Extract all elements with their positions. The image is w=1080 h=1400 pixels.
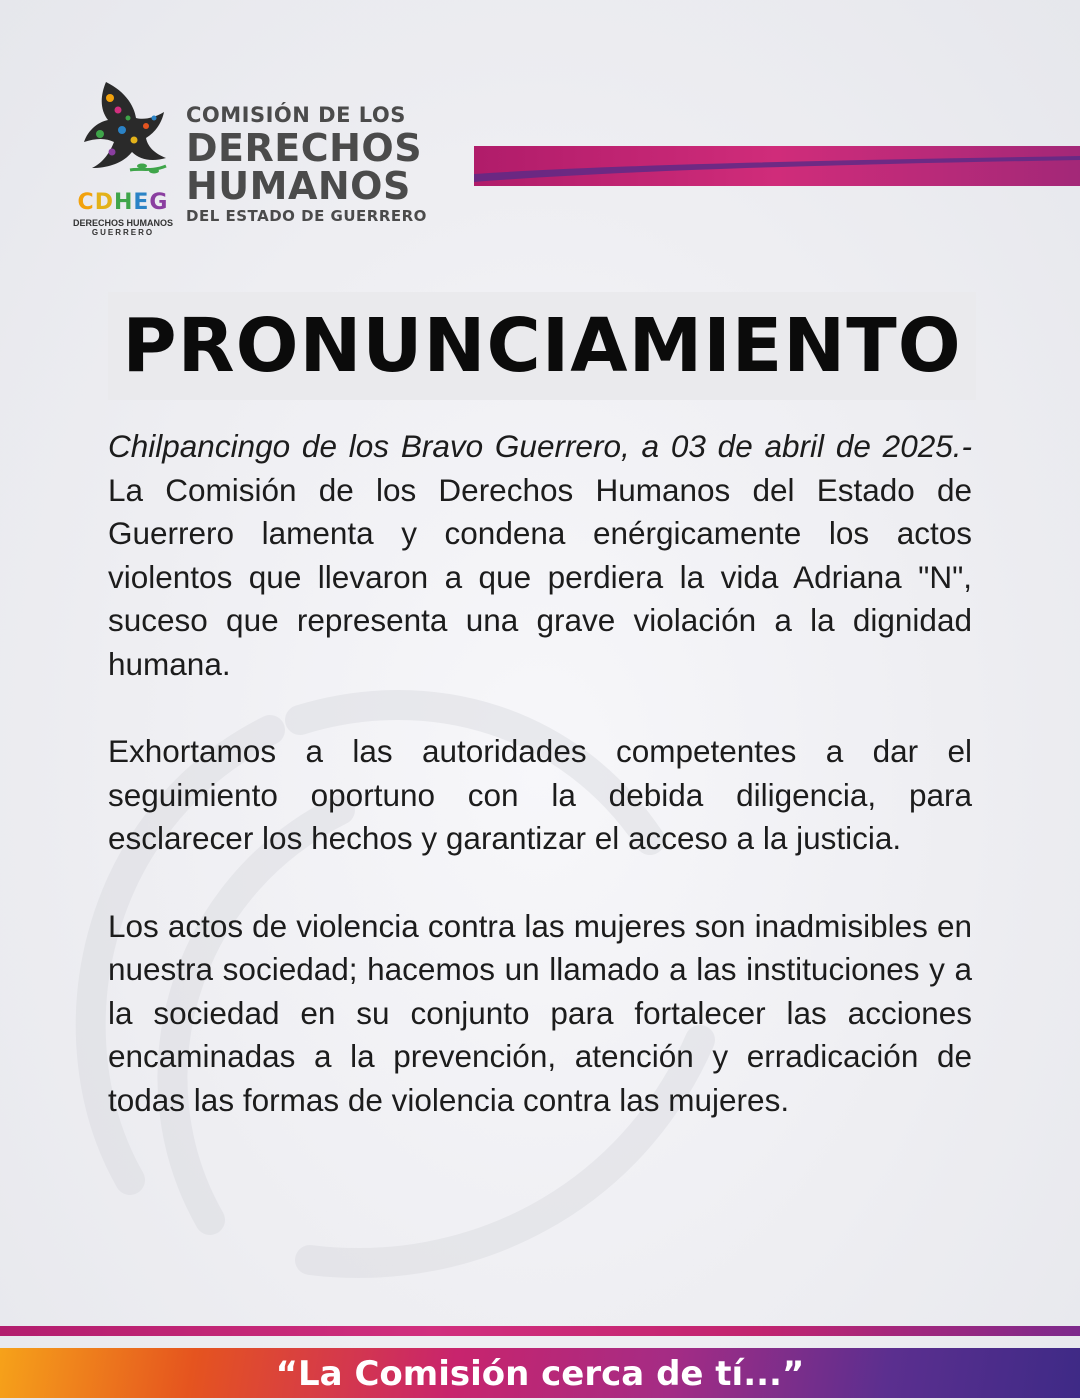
org-name-line4: DEL ESTADO DE GUERRERO: [186, 207, 427, 225]
footer-slogan: “La Comisión cerca de tí...”: [275, 1354, 805, 1394]
paragraph-2: Exhortamos a las autoridades competentes a dar el seguimiento oportuno con la debida diligencia, para esclarecer los hechos y garantizar el acceso a la justicia.: [108, 733, 972, 857]
header-accent-bar: [474, 146, 1080, 186]
mark-letter: G: [149, 190, 169, 215]
small-org-line2: GUERRERO: [91, 228, 155, 237]
small-org-name: [66, 219, 180, 237]
place-date-lead: Chilpancingo de los Bravo Guerrero, a 03 de abril de 2025.-: [108, 428, 972, 464]
small-org-line1: DERECHOS HUMANOS: [72, 218, 173, 228]
org-name-line2: DERECHOS: [186, 126, 423, 170]
cdheg-logo: [62, 72, 442, 247]
statement-body: [108, 425, 972, 1166]
paragraph-1: [108, 425, 972, 687]
mark-letter: H: [113, 190, 134, 215]
footer-accent-line: [0, 1326, 1080, 1336]
document-title: PRONUNCIAMIENTO: [122, 303, 962, 389]
org-name-line1: COMISIÓN DE LOS: [186, 103, 406, 127]
dove-with-olive-branch-icon: [70, 76, 178, 194]
organization-name: [186, 102, 427, 227]
cdheg-wordmark: [68, 190, 178, 215]
paragraph-1-text: La Comisión de los Derechos Humanos del Estado de Guerrero lamenta y condena enérgicamente los actos violentos que llevaron a que perdiera la vida Adriana "N", suceso que representa una grave violación a la dignidad humana.: [108, 471, 972, 682]
mark-letter: D: [94, 190, 114, 215]
mark-letter: E: [133, 190, 150, 215]
mark-letter: C: [77, 190, 95, 215]
org-name-line3: HUMANOS: [186, 164, 411, 208]
paragraph-3: Los actos de violencia contra las mujeres son inadmisibles en nuestra sociedad; hacemos un llamado a las instituciones y a la sociedad en su conjunto para fortalecer las acciones encaminadas a la prevención, atención y erradicación de todas las formas de violencia contra las mujeres.: [108, 907, 972, 1118]
